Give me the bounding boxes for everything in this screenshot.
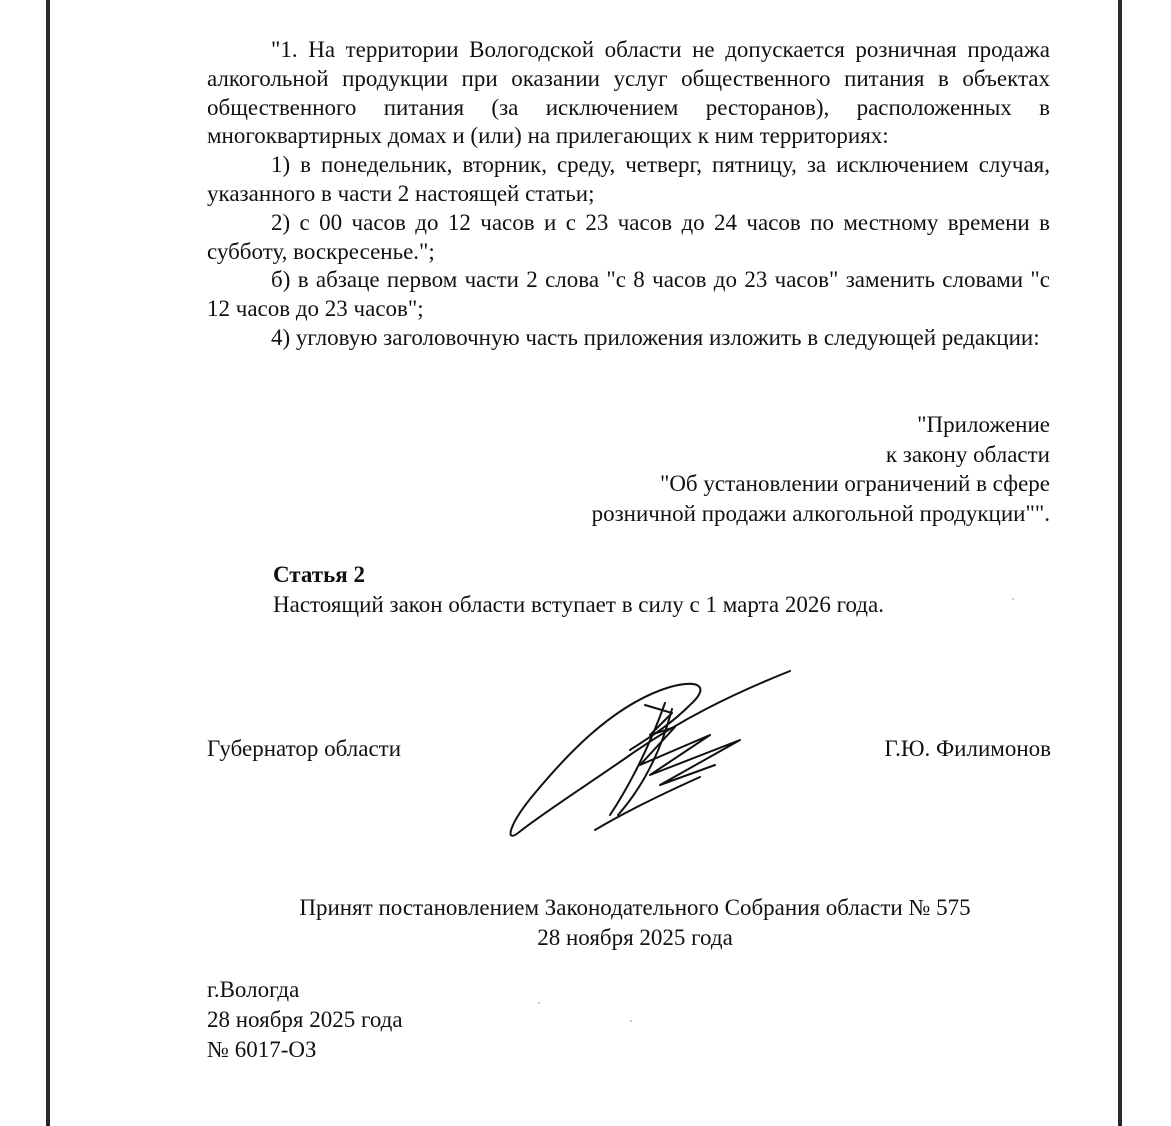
scan-speck <box>1012 598 1014 600</box>
law-footer <box>207 975 403 1065</box>
governor-name: Г.Ю. Филимонов <box>884 736 1051 761</box>
scan-speck <box>538 1002 540 1004</box>
law-body <box>207 36 1050 353</box>
scan-speck <box>630 1020 632 1022</box>
paragraph-4: 4) угловую заголовочную часть приложения изложить в следующей редакции: <box>271 324 1040 350</box>
paragraph-item-2: 2) с 00 часов до 12 часов и с 23 часов до 24 часов по местному времени в субботу, воскресенье."; <box>207 209 1050 264</box>
paragraph-1: "1. На территории Вологодской области не допускается розничная продажа алкогольной продукции при оказании услуг общественного питания в объектах общественного питания (за исключением ресторанов), расположенных в многоквартирных домах и (или) на прилегающих к ним территориях: <box>207 37 1050 149</box>
article-text: Настоящий закон области вступает в силу с 1 марта 2026 года. <box>273 592 884 617</box>
article-2 <box>273 560 884 620</box>
appendix-line-3: "Об установлении ограничений в сфере <box>659 471 1050 496</box>
governor-title: Губернатор области <box>207 736 402 761</box>
appendix-line-4: розничной продажи алкогольной продукции"". <box>591 500 1050 526</box>
paragraph-item-1: 1) в понедельник, вторник, среду, четверг, пятницу, за исключением случая, указанного в части 2 настоящей статьи; <box>207 152 1050 206</box>
appendix-line-1: "Приложение <box>917 412 1050 437</box>
footer-number: № 6017-ОЗ <box>207 1037 317 1062</box>
paragraph-b: б) в абзаце первом части 2 слова "с 8 часов до 23 часов" заменить словами "с 12 часов до 23 часов"; <box>207 267 1050 322</box>
footer-date: 28 ноября 2025 года <box>207 1007 403 1032</box>
adoption-line-1: Принят постановлением Законодательного Собрания области № 575 <box>299 895 971 920</box>
adoption-date: 28 ноября 2025 года <box>537 925 733 950</box>
appendix-heading <box>450 410 1050 528</box>
signature-image <box>500 665 800 850</box>
appendix-line-2: к закону области <box>885 441 1050 467</box>
footer-city: г.Вологда <box>207 977 300 1002</box>
article-title: Статья 2 <box>273 562 365 587</box>
adoption-note <box>200 893 1070 953</box>
